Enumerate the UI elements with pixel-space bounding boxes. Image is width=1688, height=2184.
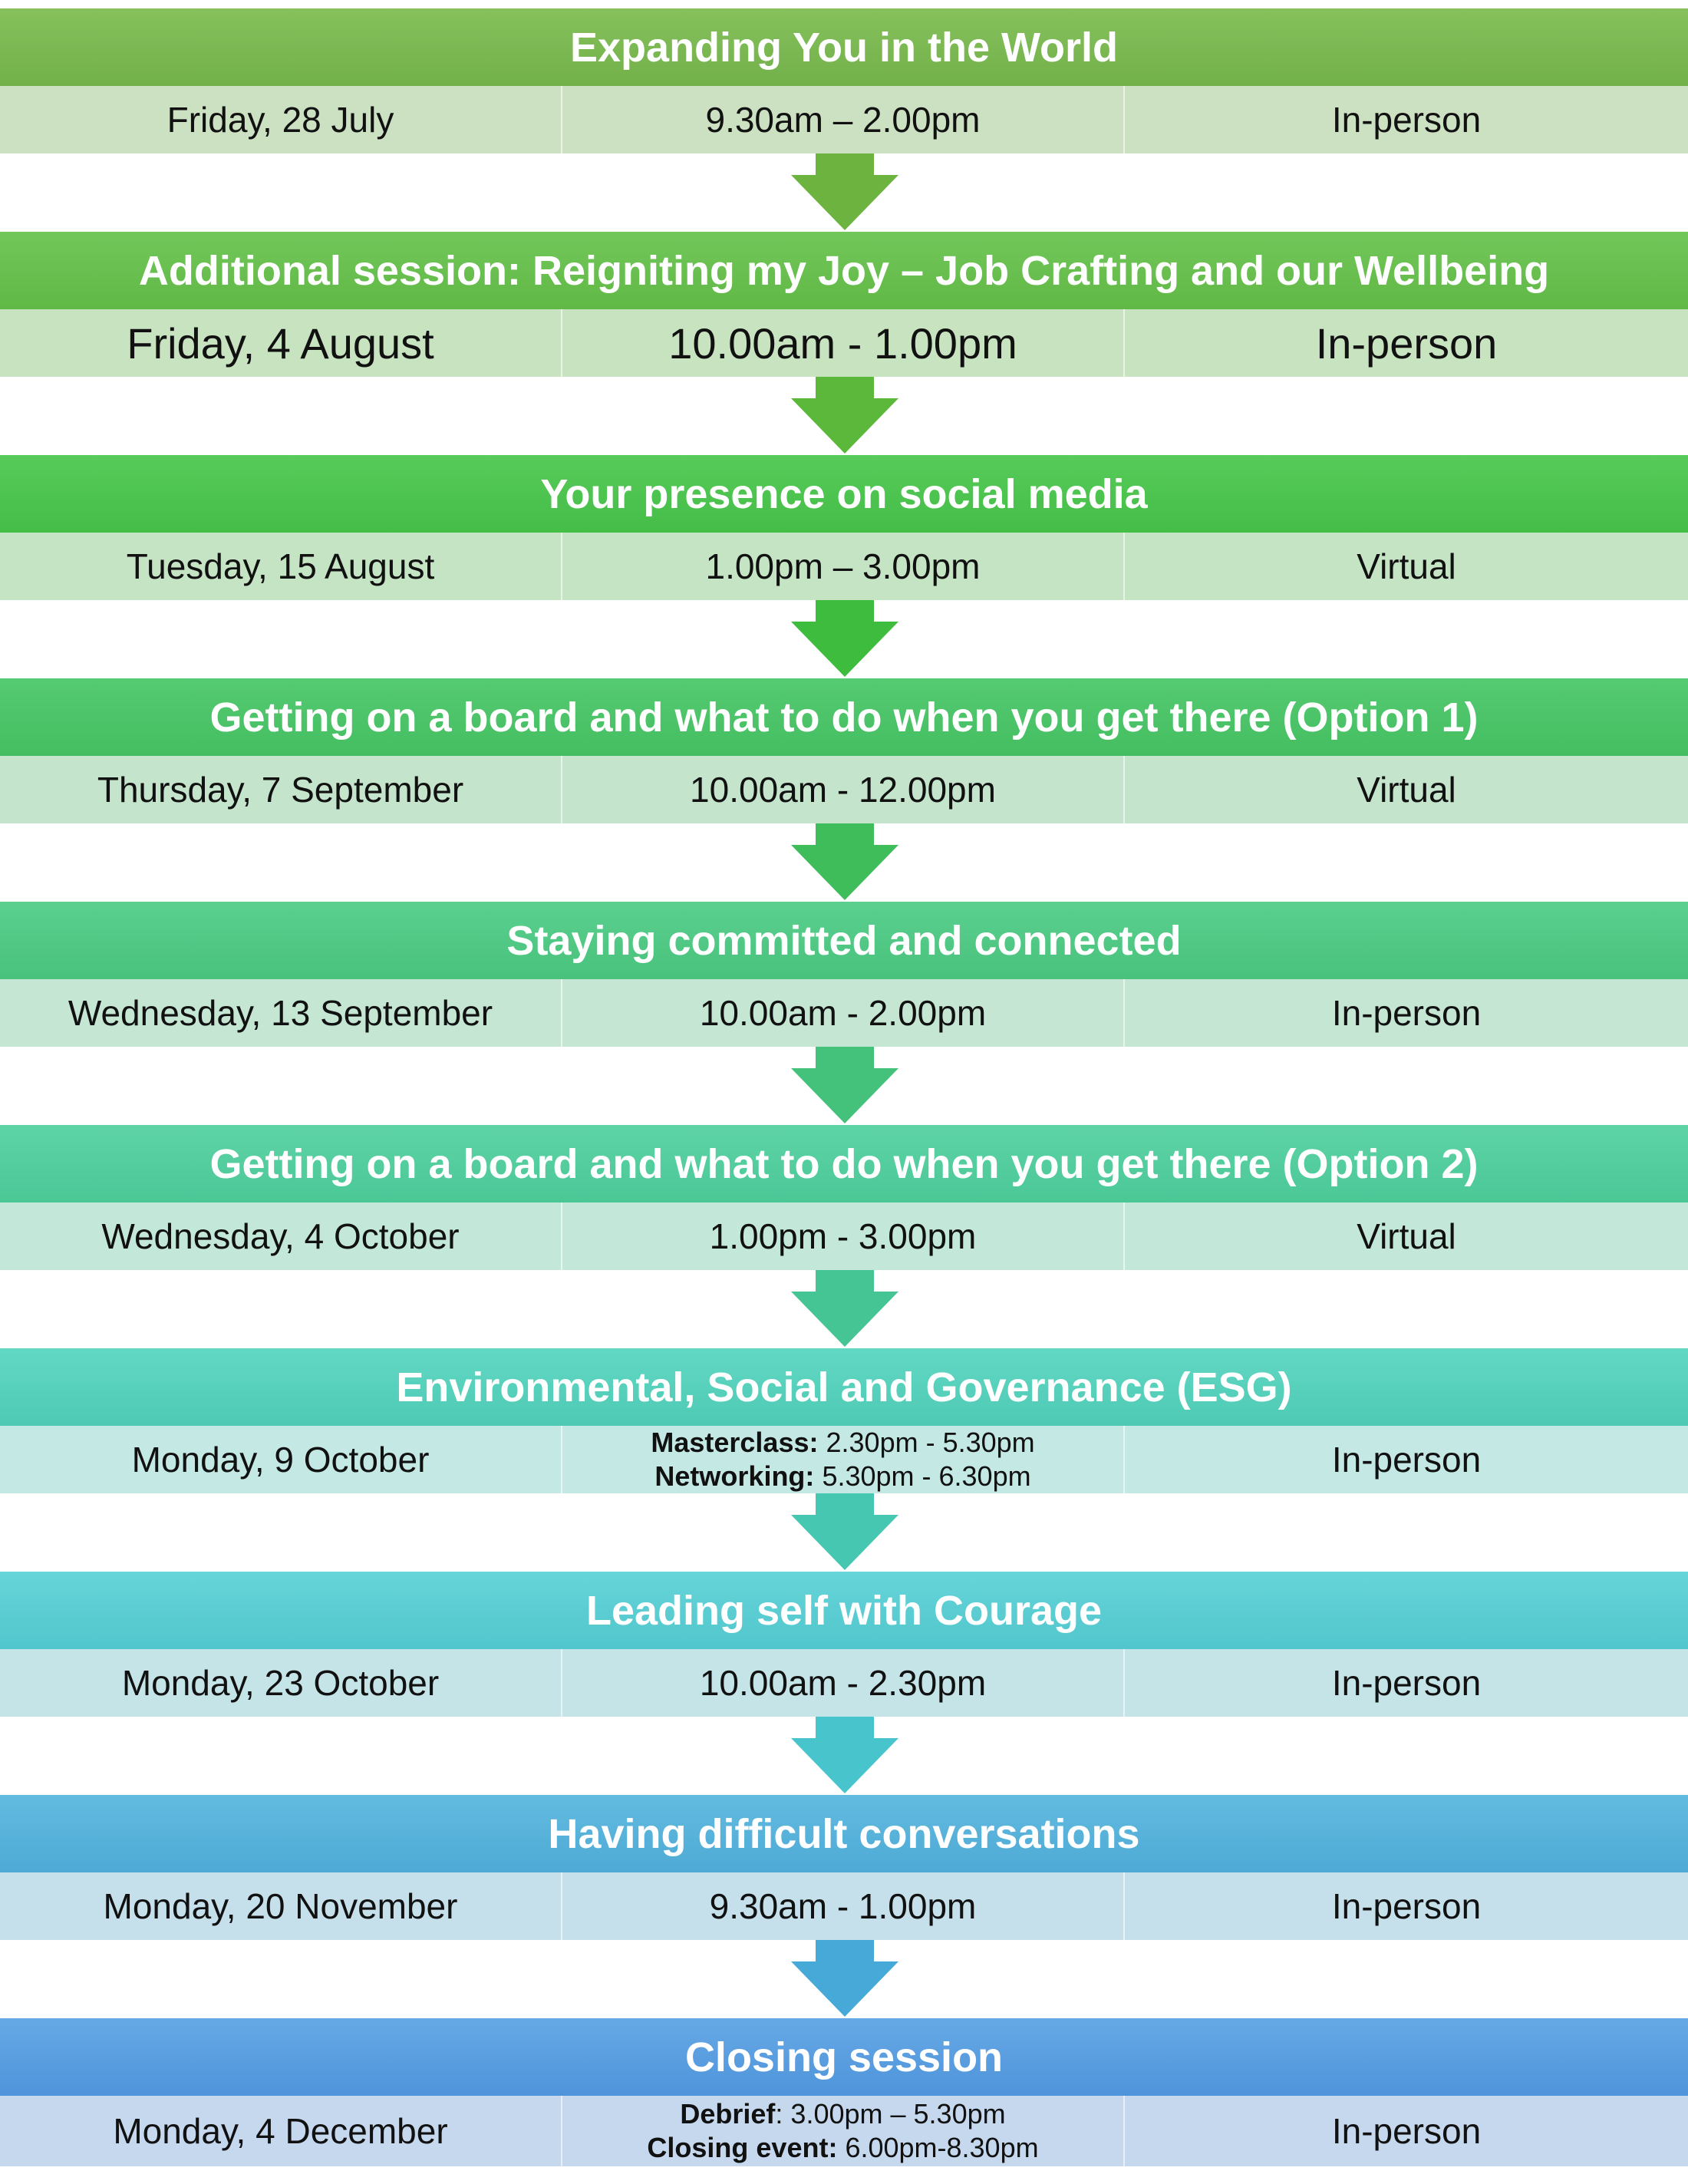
session-title: Getting on a board and what to do when you get there (Option 1): [0, 678, 1688, 756]
session-details: [0, 756, 1688, 823]
session-date: Monday, 20 November: [0, 1872, 562, 1940]
session-title: Your presence on social media: [0, 455, 1688, 533]
down-arrow-icon: [791, 1047, 898, 1123]
session-details: [0, 979, 1688, 1047]
session-time: 9.30am - 1.00pm: [562, 1872, 1125, 1940]
session-date: Wednesday, 13 September: [0, 979, 562, 1047]
session-mode: In-person: [1331, 993, 1482, 1033]
session-mode: Virtual: [1357, 546, 1456, 586]
session-mode: In-person: [1331, 1663, 1482, 1703]
session-title: Environmental, Social and Governance (ESG): [0, 1348, 1688, 1426]
session-date: Thursday, 7 September: [0, 756, 562, 823]
session-date: Tuesday, 15 August: [0, 533, 562, 600]
session-title: Additional session: Reigniting my Joy – Job Crafting and our Wellbeing: [0, 232, 1688, 309]
session-date: Wednesday, 4 October: [0, 1203, 562, 1270]
down-arrow-icon: [791, 1493, 898, 1570]
down-arrow-icon: [791, 600, 898, 677]
time-line-debrief: Debrief: 3.00pm – 5.30pm: [680, 2098, 1006, 2130]
session-time: 1.00pm - 3.00pm: [562, 1203, 1125, 1270]
time-line-networking: Networking: 5.30pm - 6.30pm: [654, 1460, 1031, 1492]
session-time: 1.00pm – 3.00pm: [562, 533, 1125, 600]
session-details: [0, 86, 1688, 153]
session-time: 10.00am - 12.00pm: [562, 756, 1125, 823]
session-details: [0, 1203, 1688, 1270]
session-date: Monday, 9 October: [0, 1426, 562, 1493]
session-time: [562, 1426, 1125, 1493]
session-date: Monday, 4 December: [0, 2096, 562, 2166]
time-line-closing-event: Closing event: 6.00pm-8.30pm: [647, 2132, 1039, 2163]
session-title: Getting on a board and what to do when you get there (Option 2): [0, 1125, 1688, 1203]
session-date: Friday, 4 August: [0, 309, 562, 377]
session-time: 10.00am - 1.00pm: [562, 309, 1125, 377]
down-arrow-icon: [791, 153, 898, 230]
session-details: [0, 533, 1688, 600]
session-details: [0, 1649, 1688, 1717]
session-mode: In-person: [1331, 1886, 1482, 1926]
session-details: [0, 1426, 1688, 1493]
session-title: Staying committed and connected: [0, 902, 1688, 979]
session-details: [0, 309, 1688, 377]
session-date: Friday, 28 July: [0, 86, 562, 153]
session-title: Leading self with Courage: [0, 1572, 1688, 1649]
session-title: Having difficult conversations: [0, 1795, 1688, 1872]
session-date: Monday, 23 October: [0, 1649, 562, 1717]
session-time: 9.30am – 2.00pm: [562, 86, 1125, 153]
down-arrow-icon: [791, 1717, 898, 1793]
down-arrow-icon: [791, 1940, 898, 2017]
session-details: [0, 2096, 1688, 2166]
session-mode: In-person: [1331, 2111, 1482, 2151]
down-arrow-icon: [791, 377, 898, 454]
session-mode: In-person: [1331, 1440, 1482, 1480]
down-arrow-icon: [791, 823, 898, 900]
session-mode: In-person: [1331, 100, 1482, 140]
session-title: Expanding You in the World: [0, 8, 1688, 86]
session-time: 10.00am - 2.00pm: [562, 979, 1125, 1047]
session-mode: Virtual: [1357, 1216, 1456, 1256]
session-mode: In-person: [1315, 318, 1498, 368]
session-details: [0, 1872, 1688, 1940]
time-line-masterclass: Masterclass: 2.30pm - 5.30pm: [651, 1427, 1035, 1458]
session-time: [562, 2096, 1125, 2166]
session-mode: Virtual: [1357, 770, 1456, 810]
down-arrow-icon: [791, 1270, 898, 1347]
session-time: 10.00am - 2.30pm: [562, 1649, 1125, 1717]
session-title: Closing session: [0, 2018, 1688, 2096]
